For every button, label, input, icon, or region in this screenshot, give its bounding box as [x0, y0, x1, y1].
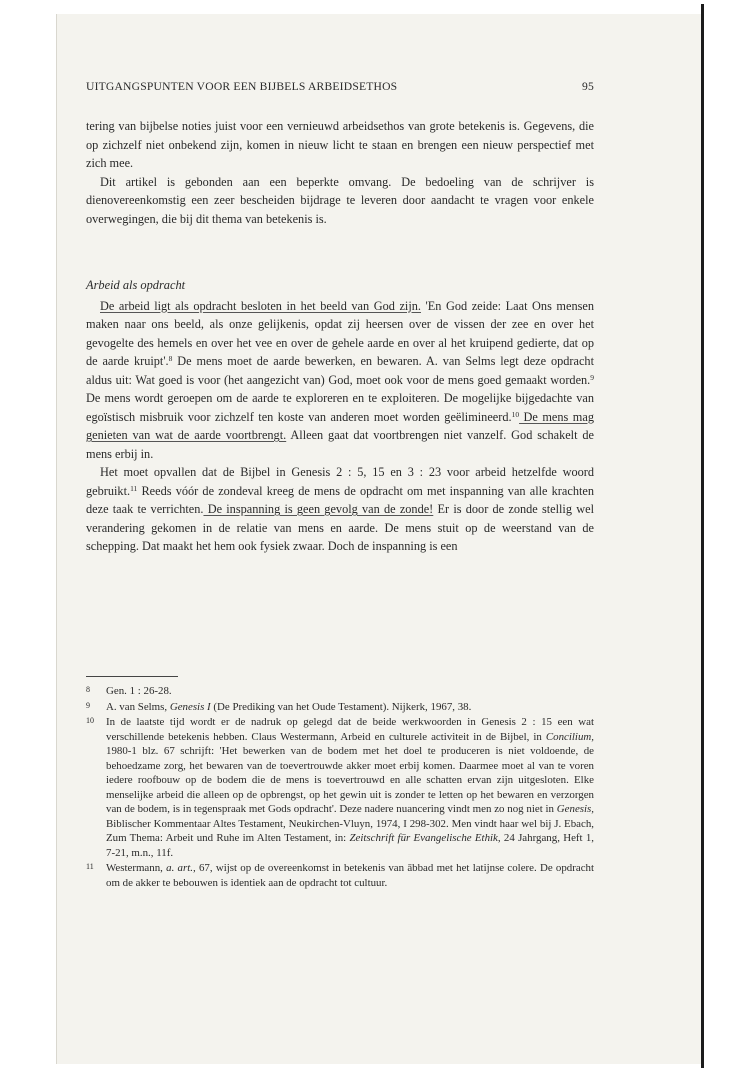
- footnote-divider: [86, 676, 178, 677]
- footnote-number: 10: [86, 716, 94, 725]
- text-run: De mens moet de aarde bewerken, en bewaren. A. van Selms legt deze opdracht aldus uit: Wat goed is voor (het aangezicht van) God, moet ook voor de mens goed gemaakt worden.: [86, 354, 594, 387]
- footnote-ref-10: 10: [511, 409, 520, 419]
- page-number: 95: [582, 80, 594, 93]
- footnote-title: Genesis I: [169, 700, 211, 713]
- footnote-text: Biblischer Kommentaar Altes Testament, Neukirchen-Vluyn, 1974, I 298-302. Men vindt haar wel bij J. Ebach, Zum Thema: Arbeit und Ruhe im Alten Testament, in:: [106, 817, 594, 844]
- footnote-number: 11: [86, 862, 94, 871]
- footnote-ref-11: 11: [130, 483, 138, 493]
- footnote-text: 67, wijst op de overeenkomst in betekenis van ābbad met het latijnse colere. De opdracht om de akker te bebouwen is identiek aan de opdracht tot cultuur.: [106, 862, 595, 889]
- section-paragraph-1: [86, 297, 594, 464]
- underlined-phrase: De mens mag genieten van wat de aarde voortbrengt.: [86, 409, 594, 442]
- footnote-8: [86, 684, 594, 699]
- footnote-number: 9: [86, 700, 90, 710]
- footnote-title: a. art.,: [166, 862, 196, 874]
- text-run: Het moet opvallen dat de Bijbel in Genesis 2 : 5, 15 en 3 : 23 voor arbeid hetzelfde woord gebruikt.: [86, 465, 594, 498]
- body-text: [86, 117, 594, 556]
- underlined-phrase: De inspanning is geen gevolg van de zonde!: [203, 502, 434, 516]
- footnote-title: Zeitschrift für Evangelische Ethik,: [349, 832, 501, 844]
- running-head-title: UITGANGSPUNTEN VOOR EEN BIJBELS ARBEIDSETHOS: [86, 80, 398, 93]
- page-edge-shadow: [701, 4, 704, 1068]
- footnote-text: 24 Jahrgang, Heft 1, 7-21, m.n., 11f.: [106, 832, 595, 859]
- footnote-text: Westermann,: [106, 862, 167, 874]
- footnote-text: A. van Selms,: [106, 700, 170, 713]
- underlined-phrase: De arbeid ligt als opdracht besloten in het beeld van God zijn.: [100, 298, 421, 313]
- footnote-10: [86, 715, 594, 860]
- footnotes: [86, 684, 594, 891]
- footnote-9: [86, 700, 594, 715]
- footnote-number: 8: [86, 685, 90, 694]
- section-paragraph-2: [86, 463, 594, 556]
- footnote-title: Genesis,: [556, 803, 594, 815]
- text-run: 'En God zeide: Laat Ons mensen maken naar ons beeld, als onze gelijkenis, opdat zij heersen over de vissen der zee en over het gevogelte des hemels en over het vee en over de gehele aarde en over al het kruipend gedierte, dat op de aarde kruipt'.: [86, 298, 594, 368]
- intro-paragraph-1: tering van bijbelse noties juist voor een vernieuwd arbeidsethos van grote betekenis is. Gegevens, die op zichzelf niet onbekend zijn, komen in nieuw licht te staan en brengen een nieuw perspectief met zich mee.: [86, 119, 594, 170]
- footnote-text: 1980-1 blz. 67 schrijft: 'Het bewerken van de bodem met het doel te produceren is niet voldoende, de behoedzame zorg, het bewaren van de toevertrouwde akker moet erbij komen. Daarmee moet al van te voren iedere roofbouw op de bodem die de mens is toevertrouwd en alle schatten ervan zijn uitgesloten. Elke menselijke arbeid die alleen op de opbrengst, op het gewin uit is zonder te letten op het bewaren en verzorgen van de bodem, is in tegenspraak met Gods opdracht'. Deze nadere nuancering vindt men zo nog niet in: [106, 745, 594, 815]
- footnote-text: In de laatste tijd wordt er de nadruk op gelegd dat de beide werkwoorden in Genesis 2 : 15 een wat verschillende betekenis hebben. Claus Westermann, Arbeid en culturele activiteit in de Bijbel, in: [106, 716, 594, 743]
- intro-paragraph-2: Dit artikel is gebonden aan een beperkte omvang. De bedoeling van de schrijver is dienovereenkomstig een zeer bescheiden bijdrage te leveren door aandacht te vragen voor enkele overwegingen, die bij dit thema van betekenis is.: [86, 174, 594, 226]
- footnote-text: Gen. 1 : 26-28.: [106, 685, 172, 697]
- text-run: De mens wordt geroepen om de aarde te exploreren en te exploiteren. De mogelijke bijgedachte van egoïstisch misbruik voor zichzelf ten koste van anderen moet worden geëlimineerd.: [86, 391, 594, 424]
- footnote-11: [86, 861, 594, 890]
- footnote-ref-9: 9: [590, 372, 594, 382]
- text-run: Alleen gaat dat voortbrengen niet vanzelf. God schakelt de mens erbij in.: [86, 428, 594, 461]
- running-head: [86, 80, 594, 93]
- text-run: Er is door de zonde stellig wel verandering gekomen in de relatie van mens en aarde. De mens stuit op de weerstand van de schepping. Dat maakt het hem ook fysiek zwaar. Doch de inspanning is een: [86, 502, 594, 553]
- text-run: Reeds vóór de zondeval kreeg de mens de opdracht om met inspanning van alle krachten deze taak te verrichten.: [86, 483, 594, 516]
- footnote-ref-8: 8: [168, 354, 173, 363]
- section-heading: Arbeid als opdracht: [86, 278, 186, 292]
- footnote-text: (De Prediking van het Oude Testament). Nijkerk, 1967, 38.: [210, 700, 472, 713]
- footnote-title: Concilium,: [545, 730, 594, 743]
